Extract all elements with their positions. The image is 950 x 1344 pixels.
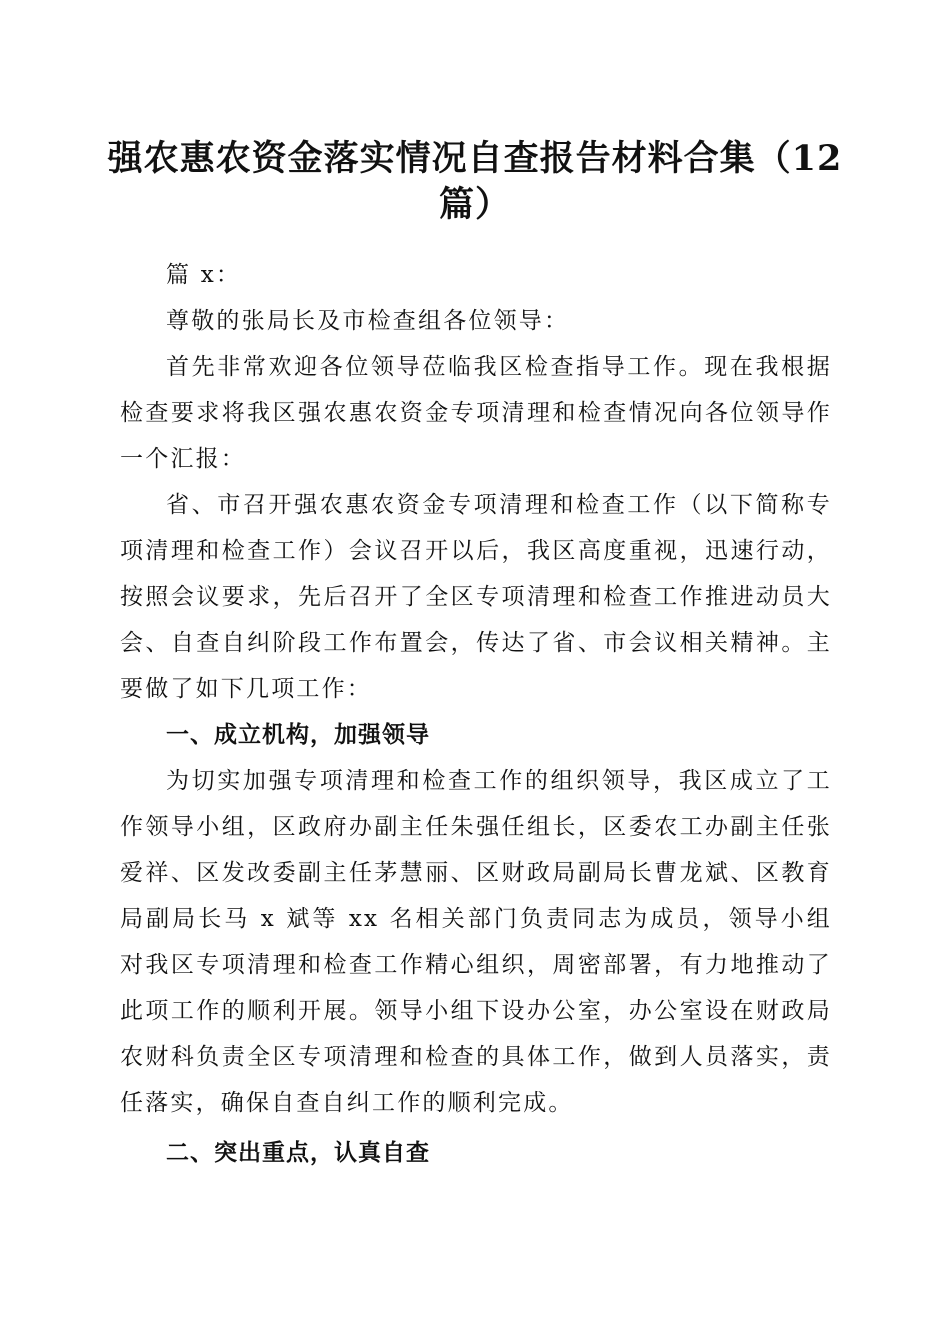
document-title <box>100 136 850 228</box>
heading-two: 二、突出重点，认真自查 <box>166 1140 430 1166</box>
document-title-line-1: 强农惠农资金落实情况自查报告材料合集（12 <box>107 138 843 179</box>
heading-one: 一、成立机构，加强领导 <box>166 722 430 748</box>
background-paragraph: 省、市召开强农惠农资金专项清理和检查工作（以下简称专项清理和检查工作）会议召开以后，我区高度重视，迅速行动，按照会议要求，先后召开了全区专项清理和检查工作推进动员大会、自查自纠阶段工作布置会，传达了省、市会议相关精神。主要做了如下几项工作： <box>120 492 832 702</box>
section-label: 篇 x： <box>166 262 242 288</box>
document-body <box>120 252 832 1176</box>
document-title-line-2: 篇） <box>438 184 511 225</box>
salutation: 尊敬的张局长及市检查组各位领导： <box>166 308 570 334</box>
intro-paragraph: 首先非常欢迎各位领导莅临我区检查指导工作。现在我根据检查要求将我区强农惠农资金专项清理和检查情况向各位领导作一个汇报： <box>120 354 832 472</box>
organization-paragraph: 为切实加强专项清理和检查工作的组织领导，我区成立了工作领导小组，区政府办副主任朱强任组长，区委农工办副主任张爱祥、区发改委副主任茅慧丽、区财政局副局长曹龙斌、区教育局副局长马 x 斌等 xx 名相关部门负责同志为成员，领导小组对我区专项清理和检查工作精心组织，周密部署，有力地推动了此项工作的顺利开展。领导小组下设办公室，办公室设在财政局农财科负责全区专项清理和检查的具体工作，做到人员落实，责任落实，确保自查自纠工作的顺利完成。 <box>120 768 832 1116</box>
